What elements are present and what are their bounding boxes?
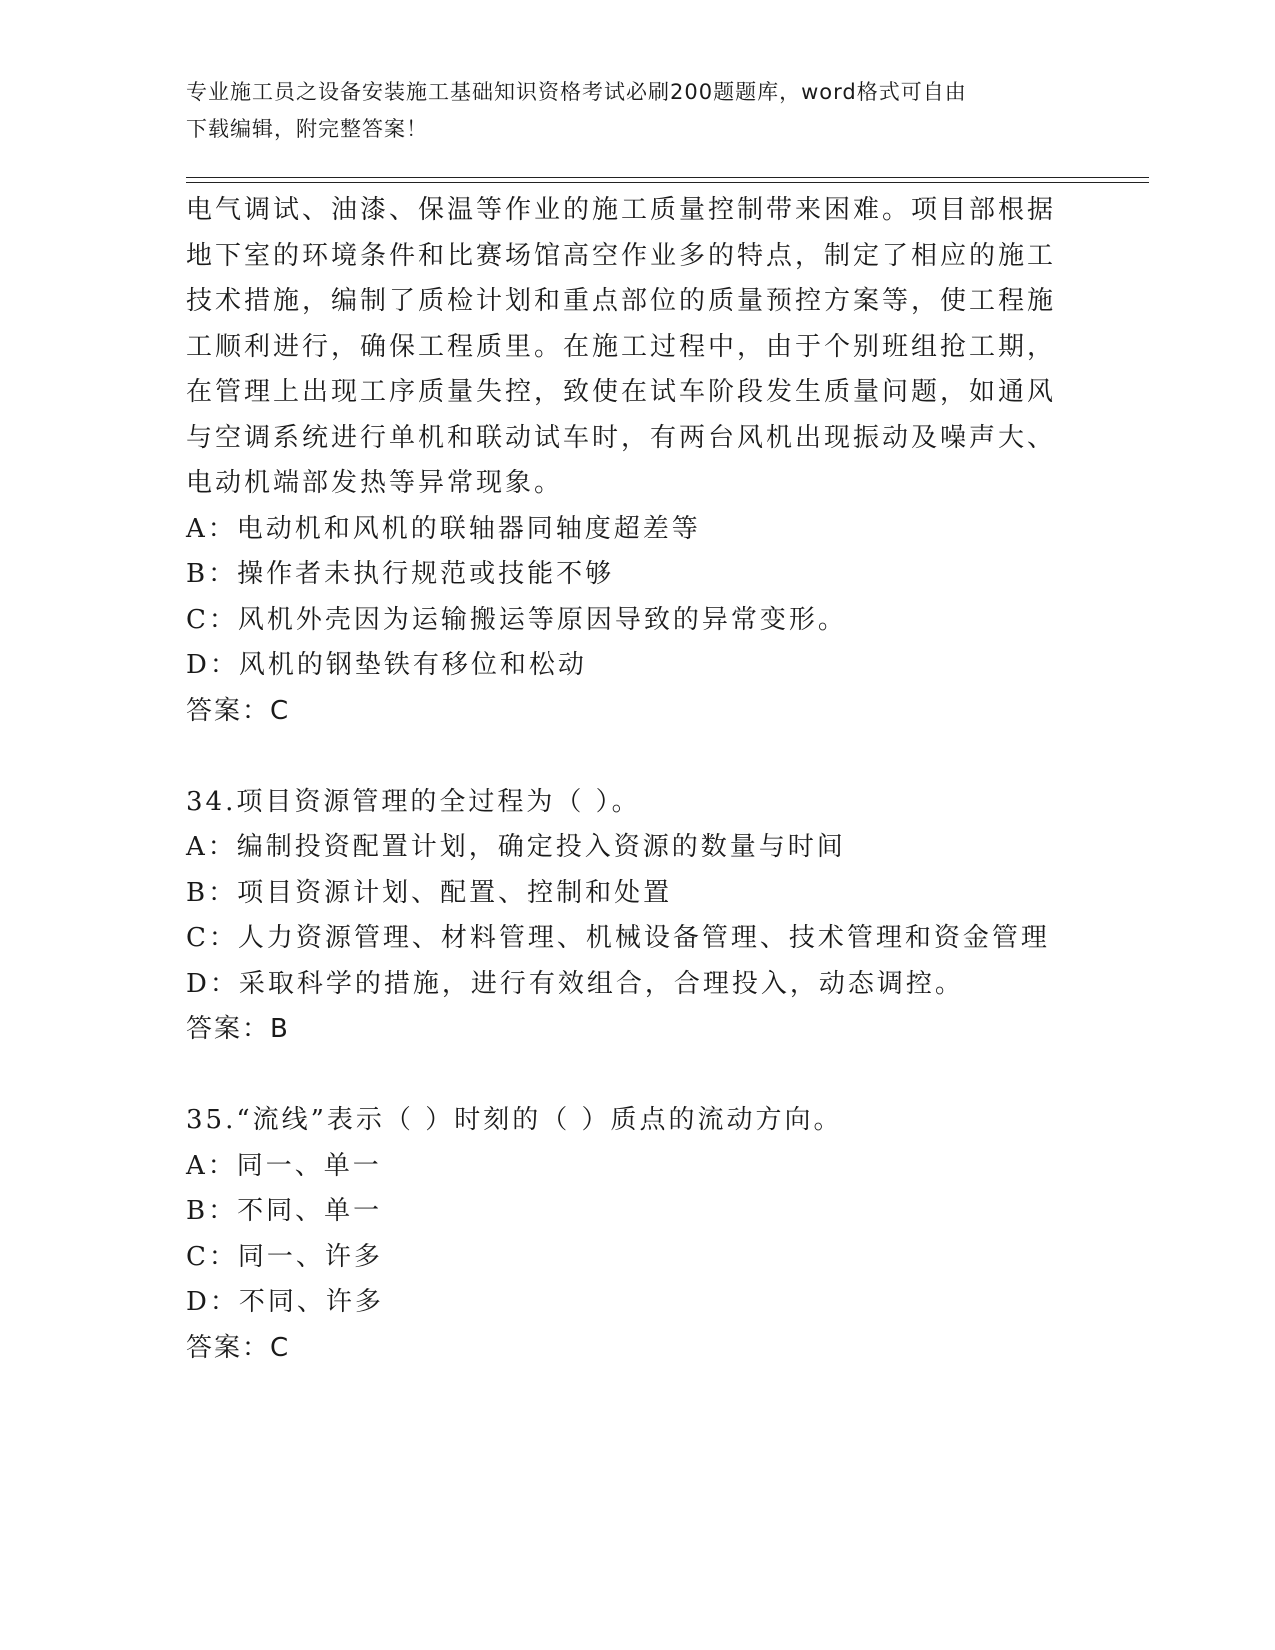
question-stem-line: 工顺利进行，确保工程质里。在施工过程中，由于个别班组抢工期， (186, 331, 1057, 362)
question-35 (186, 1098, 1086, 1371)
question-stem-line: 在管理上出现工序质量失控，致使在试车阶段发生质量问题，如通风 (186, 377, 1057, 407)
option-d: D：采取科学的措施，进行有效组合，合理投入，动态调控。 (186, 968, 964, 999)
question-spacer (186, 1053, 1086, 1099)
option-a: A：同一、单一 (186, 1150, 382, 1181)
option-a: A：电动机和风机的联轴器同轴度超差等 (186, 513, 701, 544)
question-stem-line: 电气调试、油漆、保温等作业的施工质量控制带来困难。项目部根据 (186, 195, 1057, 225)
question-stem-line: 地下室的环境条件和比赛场馆高空作业多的特点，制定了相应的施工 (186, 240, 1057, 271)
option-b: B：不同、单一 (186, 1196, 383, 1226)
answer-line: 答案：C (186, 1332, 291, 1363)
answer-line: 答案：B (186, 1014, 290, 1044)
answer-line: 答案：C (186, 695, 291, 726)
question-33 (186, 188, 1086, 734)
header-divider (186, 177, 1149, 183)
option-d: D：不同、许多 (186, 1287, 384, 1317)
header-title-line-2: 下载编辑，附完整答案！ (186, 117, 428, 141)
option-c: C：风机外壳因为运输搬运等原因导致的异常变形。 (186, 604, 847, 635)
question-list (186, 188, 1086, 1371)
question-stem-line: 电动机端部发热等异常现象。 (186, 468, 564, 498)
option-d: D：风机的钢垫铁有移位和松动 (186, 650, 587, 680)
option-b: B：操作者未执行规范或技能不够 (186, 559, 615, 589)
option-c: C：人力资源管理、材料管理、机械设备管理、技术管理和资金管理 (186, 923, 1050, 953)
option-c: C：同一、许多 (186, 1241, 383, 1272)
option-b: B：项目资源计划、配置、控制和处置 (186, 877, 673, 908)
question-spacer (186, 734, 1086, 780)
option-a: A：编制投资配置计划，确定投入资源的数量与时间 (186, 832, 846, 862)
header-title-line-1: 专业施工员之设备安装施工基础知识资格考试必刷200题题库，word格式可自由 (186, 80, 967, 104)
question-stem: 35.“流线”表示（ ）时刻的（ ）质点的流动方向。 (186, 1105, 843, 1135)
question-stem: 34.项目资源管理的全过程为（ ）。 (186, 786, 641, 817)
question-stem-line: 与空调系统进行单机和联动试车时，有两台风机出现振动及噪声大、 (186, 422, 1057, 453)
document-header (186, 74, 1066, 148)
question-34 (186, 780, 1086, 1053)
question-stem-line: 技术措施，编制了质检计划和重点部位的质量预控方案等，使工程施 (186, 286, 1057, 316)
